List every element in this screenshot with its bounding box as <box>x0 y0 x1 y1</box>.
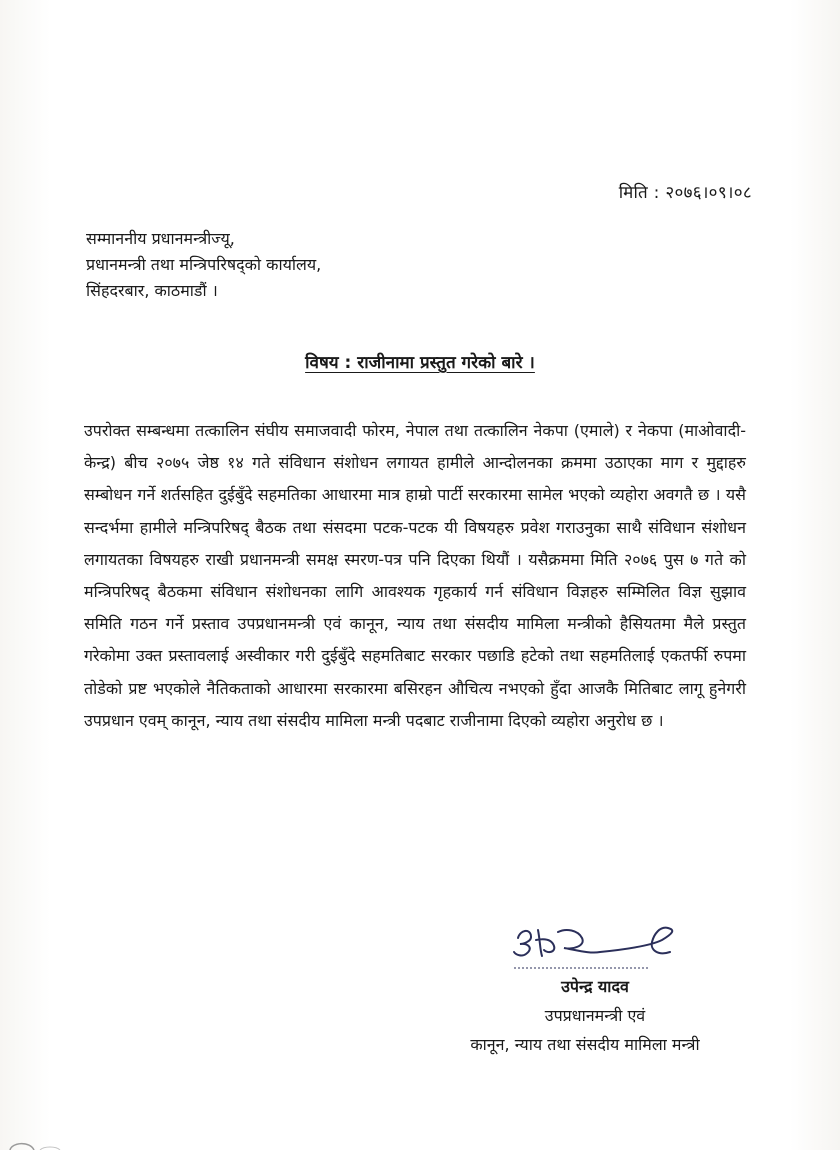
letter-date: मिति : २०७६।०९।०८ <box>618 183 752 203</box>
signatory-block <box>420 972 750 1059</box>
letter-subject <box>0 350 840 373</box>
handwritten-signature <box>500 910 690 980</box>
signatory-name: उपेन्द्र यादव <box>561 977 629 996</box>
letter-body: उपरोक्त सम्बन्धमा तत्कालिन संघीय समाजवादी फोरम, नेपाल तथा तत्कालिन नेकपा (एमाले) र नेकपा (माओवादी-केन्द्र) बीच २०७५ जेष्ठ १४ गते संविधान संशोधन लगायत हामीले आन्दोलनका क्रममा उठाएका माग र मुद्दाहरु सम्बोधन गर्ने शर्तसहित दुईबुँदे सहमतिका आधारमा मात्र हाम्रो पार्टी सरकारमा सामेल भएको व्यहोरा अवगतै छ । यसै सन्दर्भमा हामीले मन्त्रिपरिषद् बैठक तथा संसदमा पटक-पटक यी विषयहरु प्रवेश गराउनुका साथै संविधान संशोधन लगायतका विषयहरु राखी प्रधानमन्त्री समक्ष स्मरण-पत्र पनि दिएका थियौं । यसैक्रममा मिति २०७६ पुस ७ गते को मन्त्रिपरिषद् बैठकमा संविधान संशोधनका लागि आवश्यक गृहकार्य गर्न संविधान विज्ञहरु सम्मिलित विज्ञ सुझाव समिति गठन गर्ने प्रस्ताव उपप्रधानमन्त्री एवं कानून, न्याय तथा संसदीय मामिला मन्त्रीको हैसियतमा मैले प्रस्तुत गरेकोमा उक्त प्रस्तावलाई अस्वीकार गरी दुईबुँदे सहमतिबाट सरकार पछाडि हटेको तथा सहमतिलाई एकतर्फी रुपमा तोडेको प्रष्ट भएकोले नैतिकताको आधारमा सरकारमा बसिरहन औचित्य नभएको हुँदा आजकै मितिबाट लागू हुनेगरी उपप्रधान एवम् कानून, न्याय तथा संसदीय मामिला मन्त्री पदबाट राजीनामा दिएको व्यहोरा अनुरोध छ । <box>84 421 746 730</box>
signatory-title-2: कानून, न्याय तथा संसदीय मामिला मन्त्री <box>470 1035 700 1054</box>
recipient-line-2: प्रधानमन्त्री तथा मन्त्रिपरिषद्को कार्यालय, <box>86 255 322 274</box>
subject-text: विषय : राजीनामा प्रस्तुत गरेको बारे । <box>305 353 535 373</box>
footer-stamp-mark <box>0 1140 70 1150</box>
recipient-address <box>86 226 321 304</box>
signatory-title-1: उपप्रधानमन्त्री एवं <box>544 1006 646 1025</box>
recipient-line-1: सम्माननीय प्रधानमन्त्रीज्यू, <box>86 229 235 248</box>
recipient-line-3: सिंहदरबार, काठमाडौं । <box>86 281 218 300</box>
